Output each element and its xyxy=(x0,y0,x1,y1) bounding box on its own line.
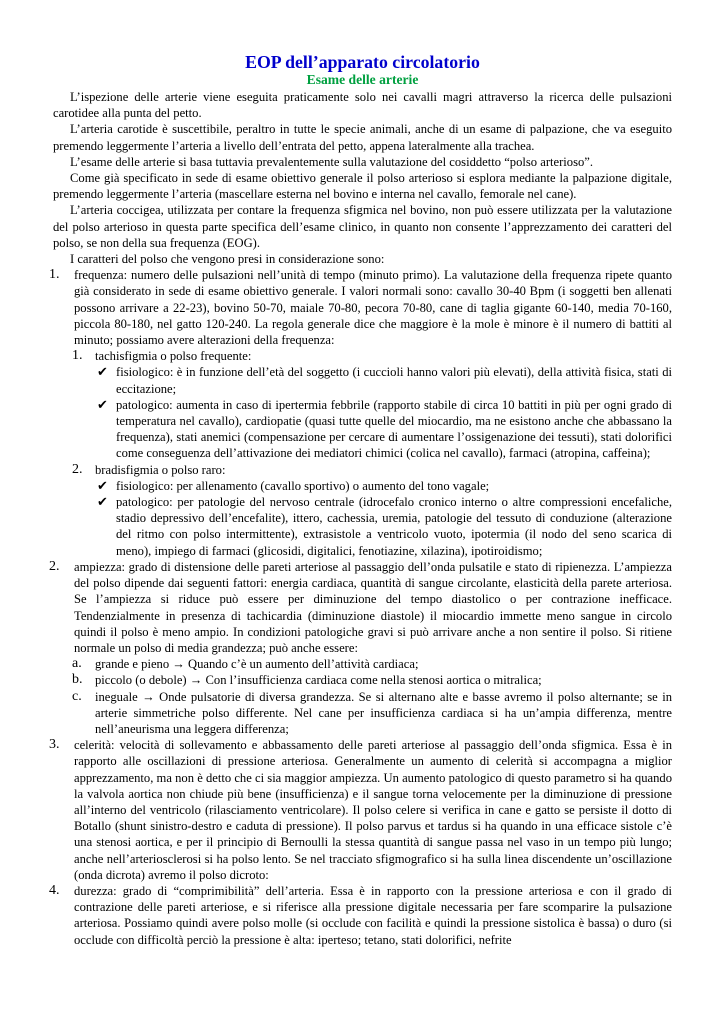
intro-paragraph: I caratteri del polso che vengono presi in considerazione sono: xyxy=(70,252,385,267)
sub-list-item-marker: 1. xyxy=(72,348,83,364)
page-subtitle: Esame delle arterie xyxy=(306,72,419,87)
check-list-item xyxy=(53,478,672,494)
list-item-text: frequenza: numero delle pulsazioni nell’unità di tempo (minuto primo). La valutazione della frequenza ripete quanto già considerato in sede di esame obiettivo generale. I valori normali sono: cavallo 30-40 Bpm (i soggetti ben allenati possono arrivare a 22-23), bovino 50-70, maiale 70-80, pecora 70-80, cane di taglia gigante 60-140, media 70-160, piccola 80-180, nel gatto 120-240. La regola generale dice che maggiore è la mole è minore è il numero di battiti al minuto; possiamo avere alterazioni della frequenza: xyxy=(74,268,672,348)
sub-list-item-text: piccolo (o debole) → Con l’insufficienza cardiaca come nella stenosi aortica o mitralica; xyxy=(95,673,542,688)
pulse-characteristics-list xyxy=(49,267,672,948)
sub-list-item xyxy=(53,462,672,478)
page-title: EOP dell’apparato circolatorio xyxy=(245,52,480,72)
check-list-item xyxy=(53,397,672,462)
list-item xyxy=(49,558,672,656)
intro-paragraph: L’arteria coccigea, utilizzata per contare la frequenza sfigmica nel bovino, non può essere utilizzata per la valutazione del polso arterioso in questa parte specifica dell’esame clinico, in quanto non consente l’apprezzamento dei caratteri del polso, se non della sua frequenza (EOG). xyxy=(53,203,672,250)
sub-list-item-marker: b. xyxy=(72,672,83,688)
sub-list-item-text: grande e pieno → Quando c’è un aumento dell’attività cardiaca; xyxy=(95,657,419,672)
check-list-item-text: patologico: per patologie del nervoso centrale (idrocefalo cronico interno o altre compressioni encefaliche, stadio depressivo dell’encefalite), ittero, cachessia, uremia, patologie del tessuto di conduzione (alterazione del ritmo con polso intermittente), extrasistole a ventricolo vuoto, ipotermia (il nodo del seno scarica di meno), impiego di farmaci (glicosidi, digitalici, fenotiazine, xilazina), ipotiroidismo; xyxy=(116,495,672,558)
sub-list-item xyxy=(53,348,672,364)
check-list-item-text: patologico: aumenta in caso di ipertermia febbrile (rapporto stabile di circa 10 battiti in più per ogni grado di temperatura nel cavallo), cardiopatie (quasi tutte quelle del miocardio, ma ne esistono anche che abbassano la frequenza), stati anemici (compensazione per cercare di aumentare l’ossigenazione dei tessuti), stati dolorifici come conseguenza dell’attivazione dei mediatori chimici (colica nel cavallo), farmaci (atropina, caffeina); xyxy=(116,397,672,461)
sub-list-item-text: ineguale → Onde pulsatorie di diversa grandezza. Se si alternano alte e basse avremo il polso alternante; se in arterie simmetriche polso differente. Nel cane per insufficienza cardiaca si ha un’ampia differenza, mentre nell’aneurisma una leggera differenza; xyxy=(95,689,672,736)
check-mark-icon: ✔ xyxy=(97,396,108,412)
list-item-text: ampiezza: grado di distensione delle pareti arteriose al passaggio dell’onda pulsatile e stato di ripienezza. L’ampiezza del polso dipende dai seguenti fattori: energia cardiaca, quantità di sangue circolante, elasticità della parete arteriosa. Se l’ampiezza si riduce può essere per diminuzione del tempo diastolico o per contrazione inefficace. Tendenzialmente in presenza di tachicardia (diminuzione diastole) il miocardio immette meno sangue in circolo quindi il polso è meno ampio. In condizioni patologiche gravi si può arrivare anche a non sentire il polso. Si ritiene normale un polso di media grandezza; può anche essere: xyxy=(74,559,672,655)
list-item xyxy=(49,737,672,883)
list-item-number: 3. xyxy=(49,737,60,753)
list-item xyxy=(49,267,672,348)
check-list-item xyxy=(53,494,672,559)
intro-paragraph: L’arteria carotide è suscettibile, peraltro in tutte le specie animali, anche di un esame di palpazione, che va eseguito premendo leggermente l’arteria a livello dell’entrata del petto, appena lateralmente alla trachea. xyxy=(53,122,672,153)
sub-list-item xyxy=(53,672,672,688)
list-item-text: durezza: grado di “comprimibilità” dell’arteria. Essa è in rapporto con la pressione arteriosa e con il grado di contrazione delle pareti arteriose, e si riferisce alla pressione digitale necessaria per fare scomparire la pulsazione arteriosa. Possiamo quindi avere polso molle (si occlude con facilità e quindi la pressione sistolica è bassa) o duro (si occlude con difficoltà perciò la pressione è alta: iperteso; tetano, stati dolorifici, nefrite xyxy=(74,883,672,947)
sub-list-item xyxy=(53,656,672,672)
intro-paragraph: L’esame delle arterie si basa tuttavia prevalentemente sulla valutazione del cosiddetto “polso arterioso”. xyxy=(70,154,594,169)
intro-paragraph: Come già specificato in sede di esame obiettivo generale il polso arterioso si esplora mediante la palpazione digitale, premendo leggermente l’arteria (mascellare esterna nel bovino e interna nel cavallo, femorale nel cane). xyxy=(53,171,672,202)
check-mark-icon: ✔ xyxy=(97,477,108,493)
list-item xyxy=(49,882,672,948)
list-item-number: 4. xyxy=(49,882,60,898)
sub-list-item-marker: a. xyxy=(72,656,82,672)
check-mark-icon: ✔ xyxy=(97,494,108,510)
check-list-item-text: fisiologico: per allenamento (cavallo sportivo) o aumento del tono vagale; xyxy=(116,478,490,493)
sub-list-item-text: tachisfigmia o polso frequente: xyxy=(95,349,252,364)
list-item-text: celerità: velocità di sollevamento e abbassamento delle pareti arteriose al passaggio dell’onda sfigmica. Essa è in rapporto alle oscillazioni di pressione arteriosa. Generalmente un aumento di celerità si accompagna a miglior apprezzamento, ma non è detto che ci sia maggior ampiezza. Un aumento patologico di questo parametro si ha quando la valvola aortica non chiude più bene (insufficienza) e il sangue torna velocemente per la diminuzione di pressione all’interno del ventricolo (rilasciamento ventricolare). Il polso celere si verifica in cane e gatto se persiste il dotto di Botallo (shunt sinistro-destro e caduta di pressione). Il polso parvus et tardus si ha quando in una efficace sistole c’è una stenosi aortica, e per il principio di Bernoulli la stessa quantità di sangue passa nel vaso in un tempo più lungo; anche nell’arteriosclerosi si ha polso lento. Se nel tracciato sfigmografico si ha sulla linea discendente un’oscillazione (onda dicrota) avremo il polso dicroto: xyxy=(74,738,672,882)
sub-list-item-marker: c. xyxy=(72,688,82,704)
sub-list-item-text: bradisfigmia o polso raro: xyxy=(95,462,226,477)
check-mark-icon: ✔ xyxy=(97,364,108,380)
sub-list-item-marker: 2. xyxy=(72,461,83,477)
list-item-number: 2. xyxy=(49,558,60,574)
sub-list-item xyxy=(53,689,672,738)
check-list-item xyxy=(53,364,672,396)
intro-paragraph: L’ispezione delle arterie viene eseguita praticamente solo nei cavalli magri attraverso la ricerca delle pulsazioni carotidee alla punta del petto. xyxy=(53,90,672,121)
check-list-item-text: fisiologico: è in funzione dell’età del soggetto (i cuccioli hanno valori più elevati), della attività fisica, stati di eccitazione; xyxy=(116,365,672,396)
list-item-number: 1. xyxy=(49,267,60,283)
intro-section xyxy=(53,89,672,267)
